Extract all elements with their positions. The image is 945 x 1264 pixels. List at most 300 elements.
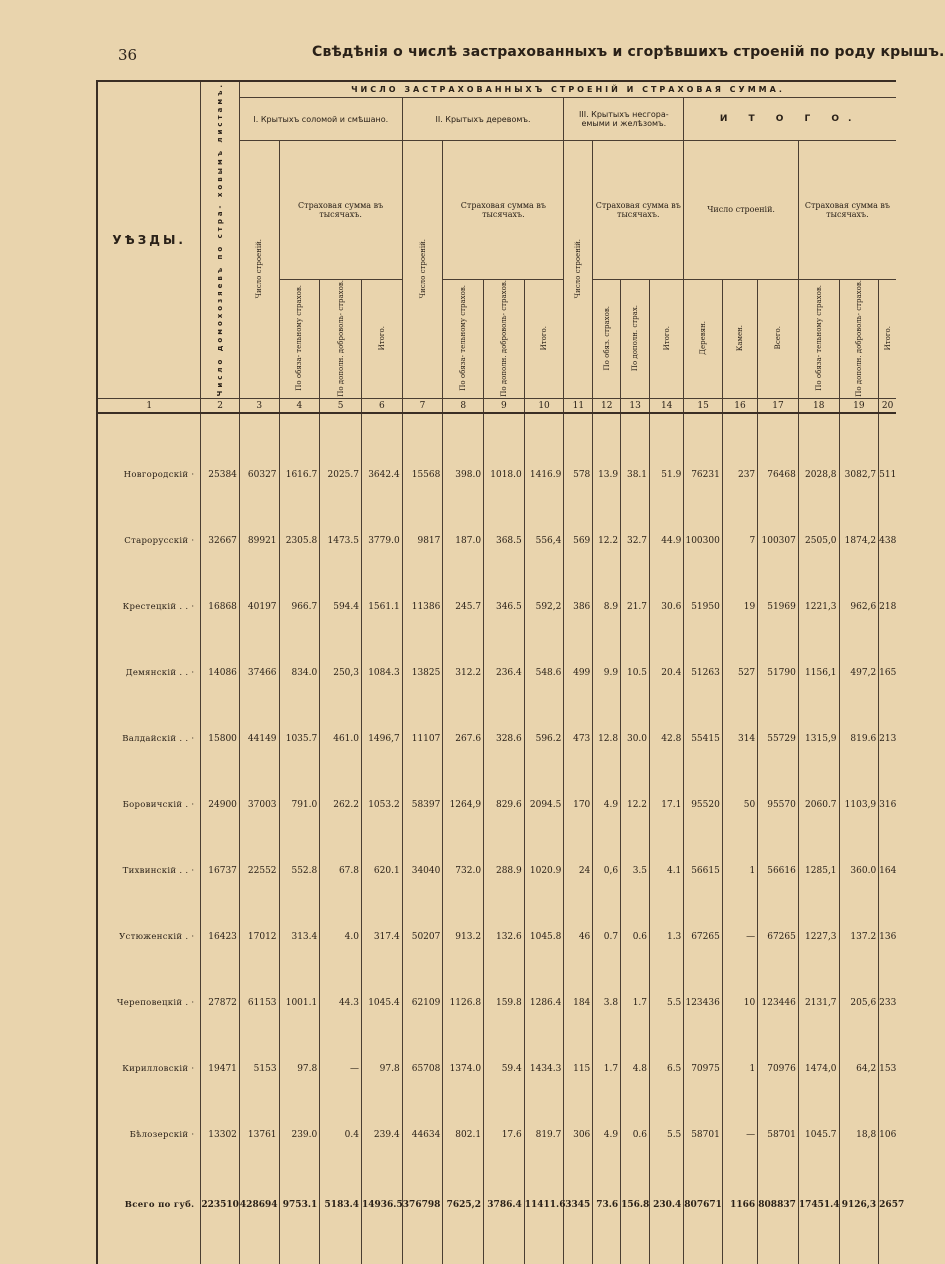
data-cell: 314 xyxy=(722,706,757,772)
spacer-cell xyxy=(758,413,799,442)
group-fireproof-header: III. Крытыхъ несгора- емыми и желѣзомъ. xyxy=(564,98,684,141)
data-cell: 32667 xyxy=(201,508,240,574)
data-cell: 17.1 xyxy=(650,772,684,838)
data-cell: 44149 xyxy=(239,706,279,772)
data-cell: 0.7 xyxy=(593,904,621,970)
total-buildings-header: Число строеній. xyxy=(684,141,799,280)
spacer-cell xyxy=(524,1242,564,1264)
col-number: 2 xyxy=(201,399,240,414)
data-cell: 51790 xyxy=(758,640,799,706)
data-cell: 1103,9 xyxy=(839,772,879,838)
data-cell: 16423 xyxy=(201,904,240,970)
data-cell: 123436 xyxy=(684,970,723,1036)
data-cell: 44.9 xyxy=(650,508,684,574)
data-cell: 620.1 xyxy=(362,838,403,904)
spacer-cell xyxy=(97,1242,201,1264)
data-cell: 0,6 xyxy=(593,838,621,904)
data-cell: 62109 xyxy=(402,970,443,1036)
data-cell: 15568 xyxy=(402,442,443,508)
data-cell: 819.6 xyxy=(839,706,879,772)
data-cell: 13302 xyxy=(201,1102,240,1168)
page-number: 36 xyxy=(118,46,138,64)
uezd-name: Новгородскій · xyxy=(97,442,201,508)
data-cell: 3082,7 xyxy=(839,442,879,508)
data-cell: 288.9 xyxy=(484,838,525,904)
data-cell: 165 xyxy=(879,640,896,706)
data-cell: 9.9 xyxy=(593,640,621,706)
data-cell: 1561.1 xyxy=(362,574,403,640)
data-cell: 51969 xyxy=(758,574,799,640)
data-cell: 2028,8 xyxy=(798,442,839,508)
data-cell: 70975 xyxy=(684,1036,723,1102)
total-dopoln-header: По дополн. доброволь- страхов. xyxy=(839,279,879,399)
data-cell: 159.8 xyxy=(484,970,525,1036)
total-all-header: Всего. xyxy=(758,279,799,399)
data-cell: 1286.4 xyxy=(524,970,564,1036)
data-cell: 115 xyxy=(564,1036,593,1102)
data-cell: 37003 xyxy=(239,772,279,838)
data-cell: 237 xyxy=(722,442,757,508)
data-cell: 1018.0 xyxy=(484,442,525,508)
top-banner: ЧИСЛО ЗАСТРАХОВАННЫХЪ СТРОЕНІЙ И СТРАХОВАЯ СУММА. xyxy=(239,81,896,98)
spacer-cell xyxy=(684,413,723,442)
data-cell: 3.8 xyxy=(593,970,621,1036)
data-cell: 962,6 xyxy=(839,574,879,640)
data-cell: 11107 xyxy=(402,706,443,772)
data-cell: 1374.0 xyxy=(443,1036,484,1102)
table-row xyxy=(97,772,896,838)
data-cell: 5.5 xyxy=(650,970,684,1036)
spacer-cell xyxy=(201,413,240,442)
spacer-cell xyxy=(362,413,403,442)
data-cell: 3345 xyxy=(564,1168,593,1242)
col-number: 8 xyxy=(443,399,484,414)
data-cell: 10 xyxy=(722,970,757,1036)
data-cell: 50207 xyxy=(402,904,443,970)
uezd-name: Тихвинскій . . · xyxy=(97,838,201,904)
spacer-cell xyxy=(564,413,593,442)
data-cell: 58397 xyxy=(402,772,443,838)
spacer-cell xyxy=(443,413,484,442)
data-cell: 70976 xyxy=(758,1036,799,1102)
data-cell: 21.7 xyxy=(621,574,650,640)
data-cell: 527 xyxy=(722,640,757,706)
data-cell: 76231 xyxy=(684,442,723,508)
spacer-cell xyxy=(650,1242,684,1264)
data-cell: 0.4 xyxy=(320,1102,362,1168)
uezd-name: Бѣлозерскій · xyxy=(97,1102,201,1168)
data-cell: 7 xyxy=(722,508,757,574)
col-number: 13 xyxy=(621,399,650,414)
statistics-table xyxy=(96,80,905,1264)
data-cell: 4.9 xyxy=(593,772,621,838)
data-cell: 3786.4 xyxy=(484,1168,525,1242)
data-cell: 32.7 xyxy=(621,508,650,574)
data-cell: 42.8 xyxy=(650,706,684,772)
data-cell: 360.0 xyxy=(839,838,879,904)
data-cell: 313.4 xyxy=(279,904,320,970)
data-cell: 0.6 xyxy=(621,904,650,970)
group-straw-header: I. Крытыхъ соломой и смѣшано. xyxy=(239,98,402,141)
data-cell: 136 xyxy=(879,904,896,970)
spacer-cell xyxy=(564,1242,593,1264)
data-cell: 38.1 xyxy=(621,442,650,508)
table-row xyxy=(97,970,896,1036)
data-cell: 438 xyxy=(879,508,896,574)
spacer-cell xyxy=(402,1242,443,1264)
g2-itogo-header: Итого. xyxy=(524,279,564,399)
data-cell: 16737 xyxy=(201,838,240,904)
uezd-name: Боровичскій . · xyxy=(97,772,201,838)
data-cell: 556,4 xyxy=(524,508,564,574)
data-cell: 2505,0 xyxy=(798,508,839,574)
data-cell: 76468 xyxy=(758,442,799,508)
data-cell: 1 xyxy=(722,1036,757,1102)
data-cell: 9817 xyxy=(402,508,443,574)
col-number: 4 xyxy=(279,399,320,414)
data-cell: 184 xyxy=(564,970,593,1036)
data-cell: 808837 xyxy=(758,1168,799,1242)
data-cell: 9126,3 xyxy=(839,1168,879,1242)
data-cell: 1053.2 xyxy=(362,772,403,838)
spacer-row xyxy=(97,1242,896,1264)
data-cell: 164 xyxy=(879,838,896,904)
data-cell: 233 xyxy=(879,970,896,1036)
data-cell: 55415 xyxy=(684,706,723,772)
total-wood-header: Деревян. xyxy=(684,279,723,399)
data-cell: 316 xyxy=(879,772,896,838)
uezd-name: Демянскій . . · xyxy=(97,640,201,706)
data-cell: 807671 xyxy=(684,1168,723,1242)
spacer-cell xyxy=(621,1242,650,1264)
data-cell: 239.4 xyxy=(362,1102,403,1168)
spacer-cell xyxy=(484,413,525,442)
data-cell: 7625,2 xyxy=(443,1168,484,1242)
data-cell: 262.2 xyxy=(320,772,362,838)
g1-sum-header: Страховая сумма въ тысячахъ. xyxy=(279,141,402,280)
table-row xyxy=(97,574,896,640)
data-cell: 732.0 xyxy=(443,838,484,904)
data-cell: 13825 xyxy=(402,640,443,706)
data-cell: 30.0 xyxy=(621,706,650,772)
data-cell: 156.8 xyxy=(621,1168,650,1242)
data-cell: 46 xyxy=(564,904,593,970)
data-cell: 1474,0 xyxy=(798,1036,839,1102)
g1-dopoln-header: По дополн. доброволь- страхов. xyxy=(320,279,362,399)
spacer-cell xyxy=(593,413,621,442)
uezd-name: Устюженскій . · xyxy=(97,904,201,970)
data-cell: 2131,7 xyxy=(798,970,839,1036)
g2-dopoln-header: По дополн. доброволь- страхов. xyxy=(484,279,525,399)
table-row xyxy=(97,442,896,508)
data-cell: 834.0 xyxy=(279,640,320,706)
data-cell: 328.6 xyxy=(484,706,525,772)
data-cell: 802.1 xyxy=(443,1102,484,1168)
data-cell: 95520 xyxy=(684,772,723,838)
col-number: 20 xyxy=(879,399,896,414)
data-cell: 100300 xyxy=(684,508,723,574)
data-cell: 153 xyxy=(879,1036,896,1102)
data-cell: 55729 xyxy=(758,706,799,772)
data-cell: 37466 xyxy=(239,640,279,706)
data-cell: 2094.5 xyxy=(524,772,564,838)
data-cell: 56616 xyxy=(758,838,799,904)
uezd-name: Череповецкій . · xyxy=(97,970,201,1036)
data-cell: 97.8 xyxy=(362,1036,403,1102)
data-cell: 245.7 xyxy=(443,574,484,640)
col-number: 14 xyxy=(650,399,684,414)
spacer-cell xyxy=(593,1242,621,1264)
households-header: Число домохозяевъ по стра- ховымъ листамъ. xyxy=(201,81,240,399)
data-cell: 317.4 xyxy=(362,904,403,970)
data-cell: 473 xyxy=(564,706,593,772)
data-cell: 791.0 xyxy=(279,772,320,838)
spacer-row xyxy=(97,413,896,442)
data-cell: 1227,3 xyxy=(798,904,839,970)
spacer-cell xyxy=(839,413,879,442)
g2-oblig-header: По обяза- тельному страхов. xyxy=(443,279,484,399)
data-cell: 59.4 xyxy=(484,1036,525,1102)
data-cell: 67265 xyxy=(758,904,799,970)
data-cell: 22552 xyxy=(239,838,279,904)
data-cell: 18,8 xyxy=(839,1102,879,1168)
data-cell: 4.1 xyxy=(650,838,684,904)
data-cell: 1045.7 xyxy=(798,1102,839,1168)
data-cell: 9753.1 xyxy=(279,1168,320,1242)
data-cell: 596.2 xyxy=(524,706,564,772)
table-row xyxy=(97,904,896,970)
data-cell: 6.5 xyxy=(650,1036,684,1102)
data-cell: — xyxy=(320,1036,362,1102)
data-cell: 56615 xyxy=(684,838,723,904)
data-cell: 592,2 xyxy=(524,574,564,640)
data-cell: 2025.7 xyxy=(320,442,362,508)
g3-sum-header: Страховая сумма въ тысячахъ. xyxy=(593,141,684,280)
data-cell: 106 xyxy=(879,1102,896,1168)
data-cell: 230.4 xyxy=(650,1168,684,1242)
spacer-cell xyxy=(684,1242,723,1264)
data-cell: 14086 xyxy=(201,640,240,706)
data-cell: 51263 xyxy=(684,640,723,706)
data-cell: 132.6 xyxy=(484,904,525,970)
data-cell: 34040 xyxy=(402,838,443,904)
uezd-name: Старорусскій · xyxy=(97,508,201,574)
data-cell: 19471 xyxy=(201,1036,240,1102)
data-cell: 1045.8 xyxy=(524,904,564,970)
col-number: 16 xyxy=(722,399,757,414)
data-cell: 24 xyxy=(564,838,593,904)
spacer-cell xyxy=(279,413,320,442)
col-number: 11 xyxy=(564,399,593,414)
data-cell: — xyxy=(722,1102,757,1168)
data-cell: 50 xyxy=(722,772,757,838)
data-cell: 1001.1 xyxy=(279,970,320,1036)
spacer-cell xyxy=(443,1242,484,1264)
data-cell: 5153 xyxy=(239,1036,279,1102)
data-cell: 1156,1 xyxy=(798,640,839,706)
data-cell: 1166 xyxy=(722,1168,757,1242)
data-cell: 17012 xyxy=(239,904,279,970)
data-cell: 829.6 xyxy=(484,772,525,838)
total-itogo-header: Итого. xyxy=(879,279,896,399)
data-cell: 12.2 xyxy=(621,772,650,838)
col-number: 3 xyxy=(239,399,279,414)
g3-dopoln-header: По дополн. страх. xyxy=(621,279,650,399)
spacer-cell xyxy=(722,1242,757,1264)
spacer-cell xyxy=(524,413,564,442)
data-cell: 58701 xyxy=(758,1102,799,1168)
data-cell: 17451.4 xyxy=(798,1168,839,1242)
data-cell: 1416.9 xyxy=(524,442,564,508)
group-wood-header: II. Крытыхъ деревомъ. xyxy=(402,98,564,141)
g1-itogo-header: Итого. xyxy=(362,279,403,399)
data-cell: 306 xyxy=(564,1102,593,1168)
total-sum-header: Страховая сумма въ тысячахъ. xyxy=(798,141,896,280)
data-cell: 499 xyxy=(564,640,593,706)
data-cell: 40197 xyxy=(239,574,279,640)
data-cell: 250,3 xyxy=(320,640,362,706)
data-cell: 223510 xyxy=(201,1168,240,1242)
table-row xyxy=(97,706,896,772)
page-title: Свѣдѣнія о числѣ застрахованныхъ и сгорѣвшихъ строеній по роду крышъ. xyxy=(312,44,945,60)
data-cell: 398.0 xyxy=(443,442,484,508)
uezd-name: Валдайскій . . · xyxy=(97,706,201,772)
table-row xyxy=(97,838,896,904)
data-cell: 19 xyxy=(722,574,757,640)
data-cell: 368.5 xyxy=(484,508,525,574)
data-cell: 58701 xyxy=(684,1102,723,1168)
data-cell: 0.6 xyxy=(621,1102,650,1168)
data-cell: 24900 xyxy=(201,772,240,838)
spacer-cell xyxy=(621,413,650,442)
data-cell: 819.7 xyxy=(524,1102,564,1168)
data-cell: 569 xyxy=(564,508,593,574)
data-cell: 15800 xyxy=(201,706,240,772)
col-number: 15 xyxy=(684,399,723,414)
data-cell: 1.7 xyxy=(621,970,650,1036)
data-cell: 13.9 xyxy=(593,442,621,508)
data-cell: 89921 xyxy=(239,508,279,574)
spacer-cell xyxy=(722,413,757,442)
data-cell: 236.4 xyxy=(484,640,525,706)
data-cell: 1264,9 xyxy=(443,772,484,838)
data-cell: 1221,3 xyxy=(798,574,839,640)
spacer-cell xyxy=(279,1242,320,1264)
col-number: 6 xyxy=(362,399,403,414)
spacer-cell xyxy=(320,1242,362,1264)
data-cell: 100307 xyxy=(758,508,799,574)
column-number-row xyxy=(97,399,896,414)
g1-oblig-header: По обяза- тельному страхов. xyxy=(279,279,320,399)
data-cell: 60327 xyxy=(239,442,279,508)
data-cell: 14936.5 xyxy=(362,1168,403,1242)
data-cell: 966.7 xyxy=(279,574,320,640)
spacer-cell xyxy=(362,1242,403,1264)
data-cell: 1616.7 xyxy=(279,442,320,508)
spacer-cell xyxy=(839,1242,879,1264)
data-cell: 267.6 xyxy=(443,706,484,772)
data-cell: 67265 xyxy=(684,904,723,970)
data-cell: 376798 xyxy=(402,1168,443,1242)
col-number: 18 xyxy=(798,399,839,414)
data-cell: 4.9 xyxy=(593,1102,621,1168)
total-stone-header: Камен. xyxy=(722,279,757,399)
data-cell: 1315,9 xyxy=(798,706,839,772)
data-cell: 1.7 xyxy=(593,1036,621,1102)
spacer-cell xyxy=(650,413,684,442)
table-body xyxy=(97,413,905,1264)
data-cell: 1496,7 xyxy=(362,706,403,772)
data-cell: 5.5 xyxy=(650,1102,684,1168)
spacer-cell xyxy=(758,1242,799,1264)
data-cell: 3.5 xyxy=(621,838,650,904)
total-row xyxy=(97,1168,896,1242)
col-number: 10 xyxy=(524,399,564,414)
data-cell: 578 xyxy=(564,442,593,508)
data-cell: 594.4 xyxy=(320,574,362,640)
data-cell: 95570 xyxy=(758,772,799,838)
data-cell: 4.0 xyxy=(320,904,362,970)
data-cell: 51.9 xyxy=(650,442,684,508)
data-cell: 913.2 xyxy=(443,904,484,970)
data-cell: 386 xyxy=(564,574,593,640)
uezd-name: Крестецкій . . · xyxy=(97,574,201,640)
data-cell: 1473.5 xyxy=(320,508,362,574)
data-cell: 1434.3 xyxy=(524,1036,564,1102)
data-cell: 548.6 xyxy=(524,640,564,706)
total-oblig-header: По обяза- тельному страхов. xyxy=(798,279,839,399)
data-cell: 73.6 xyxy=(593,1168,621,1242)
data-cell: 30.6 xyxy=(650,574,684,640)
col-number: 19 xyxy=(839,399,879,414)
data-cell: 346.5 xyxy=(484,574,525,640)
uezd-name: Кирилловскій · xyxy=(97,1036,201,1102)
g3-buildings-header: Число строеній. xyxy=(564,141,593,399)
col-number: 12 xyxy=(593,399,621,414)
data-cell: 1020.9 xyxy=(524,838,564,904)
table-row xyxy=(97,640,896,706)
data-cell: 10.5 xyxy=(621,640,650,706)
data-cell: 187.0 xyxy=(443,508,484,574)
data-cell: 205,6 xyxy=(839,970,879,1036)
data-cell: 12.2 xyxy=(593,508,621,574)
g2-sum-header: Страховая сумма въ тысячахъ. xyxy=(443,141,564,280)
data-cell: 497,2 xyxy=(839,640,879,706)
data-cell: 44.3 xyxy=(320,970,362,1036)
data-cell: 552.8 xyxy=(279,838,320,904)
spacer-cell xyxy=(320,413,362,442)
data-cell: 218 xyxy=(879,574,896,640)
data-cell: 2060.7 xyxy=(798,772,839,838)
col-number: 9 xyxy=(484,399,525,414)
data-cell: 64,2 xyxy=(839,1036,879,1102)
data-cell: 239.0 xyxy=(279,1102,320,1168)
data-cell: 428694 xyxy=(239,1168,279,1242)
spacer-cell xyxy=(798,1242,839,1264)
data-cell: 61153 xyxy=(239,970,279,1036)
data-cell: 13761 xyxy=(239,1102,279,1168)
data-cell: 8.9 xyxy=(593,574,621,640)
spacer-cell xyxy=(798,413,839,442)
g3-itogo-header: Итого. xyxy=(650,279,684,399)
data-cell: 16868 xyxy=(201,574,240,640)
data-cell: 170 xyxy=(564,772,593,838)
data-cell: 67.8 xyxy=(320,838,362,904)
g1-buildings-header: Число строеній. xyxy=(239,141,279,399)
g2-buildings-header: Число строеній. xyxy=(402,141,443,399)
data-cell: 511 xyxy=(879,442,896,508)
data-cell: 1.3 xyxy=(650,904,684,970)
